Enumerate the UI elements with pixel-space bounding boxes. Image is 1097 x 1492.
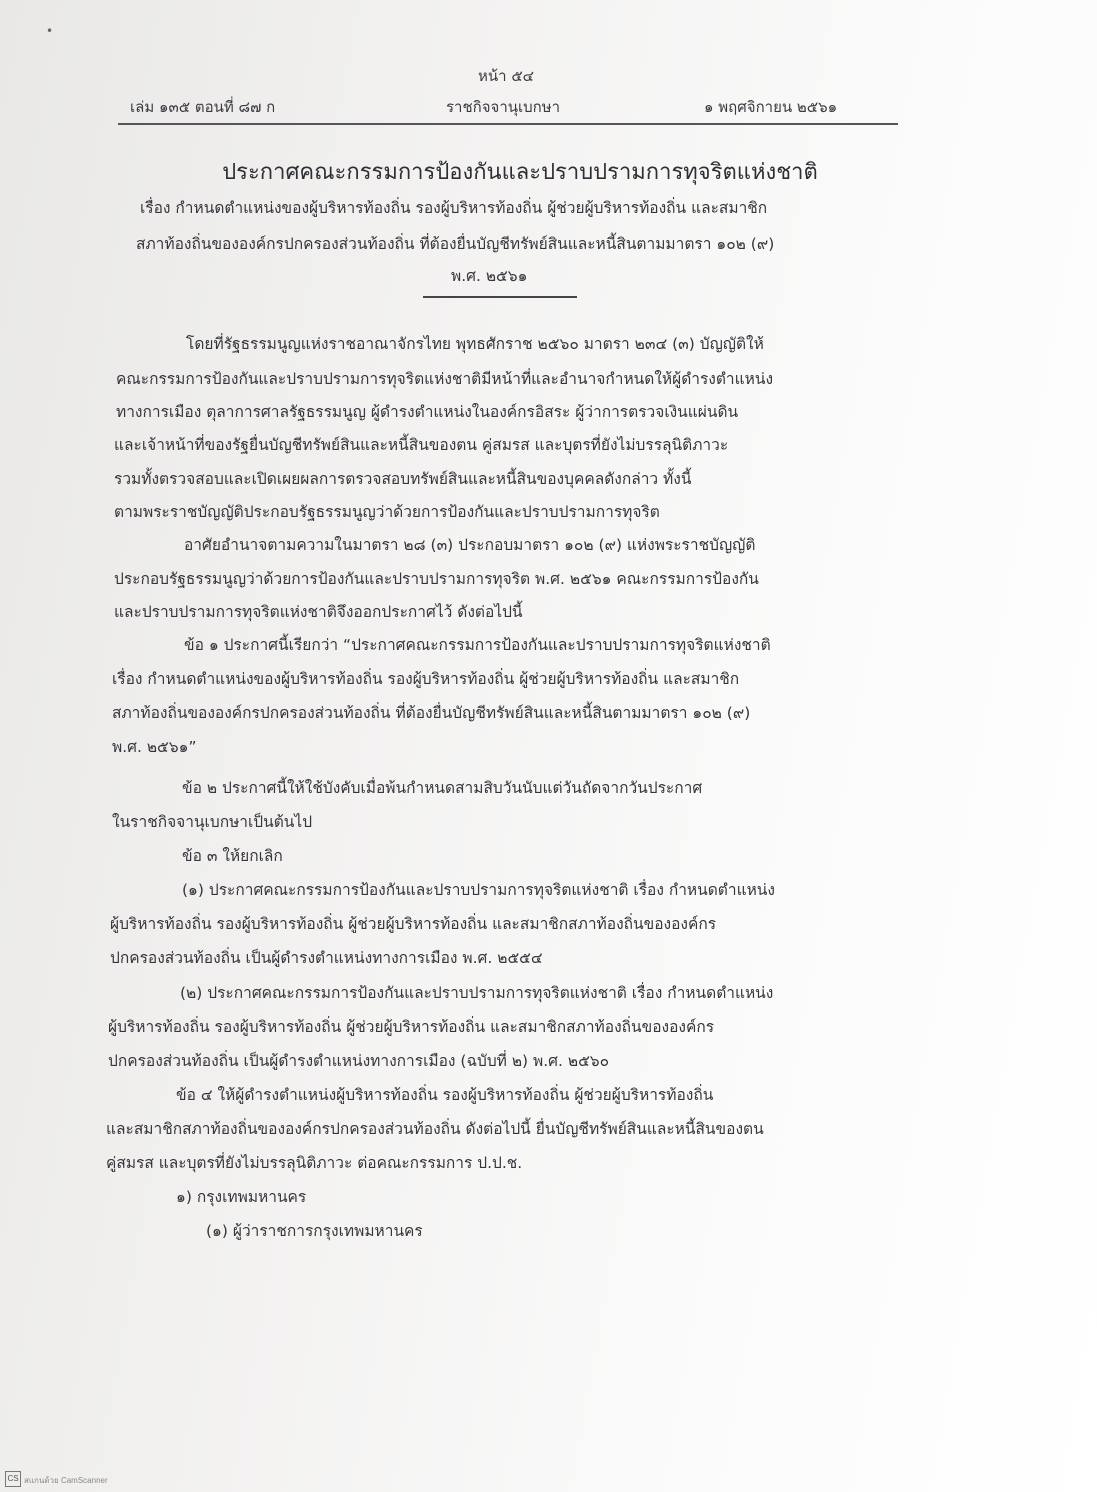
- clause-4: ข้อ ๔ ให้ผู้ดำรงตำแหน่งผู้บริหารท้องถิ่น รองผู้บริหารท้องถิ่น ผู้ช่วยผู้บริหารท้องถิ่น: [176, 1086, 714, 1104]
- body-line: ปกครองส่วนท้องถิ่น เป็นผู้ดำรงตำแหน่งทางการเมือง (ฉบับที่ ๒) พ.ศ. ๒๕๖๐: [108, 1052, 610, 1070]
- body-line: ปกครองส่วนท้องถิ่น เป็นผู้ดำรงตำแหน่งทางการเมือง พ.ศ. ๒๕๕๔: [110, 949, 543, 967]
- body-line: อาศัยอำนาจตามความในมาตรา ๒๘ (๓) ประกอบมาตรา ๑๐๒ (๙) แห่งพระราชบัญญัติ: [184, 536, 756, 554]
- body-line: และปราบปรามการทุจริตแห่งชาติจึงออกประกาศไว้ ดังต่อไปนี้: [114, 603, 523, 621]
- body-line: ผู้บริหารท้องถิ่น รองผู้บริหารท้องถิ่น ผู้ช่วยผู้บริหารท้องถิ่น และสมาชิกสภาท้องถิ่นขององค์กร: [110, 915, 717, 933]
- body-line: โดยที่รัฐธรรมนูญแห่งราชอาณาจักรไทย พุทธศักราช ๒๕๖๐ มาตรา ๒๓๔ (๓) บัญญัติให้: [186, 335, 764, 353]
- scan-speck: •: [46, 24, 54, 38]
- body-line: รวมทั้งตรวจสอบและเปิดเผยผลการตรวจสอบทรัพย์สินและหนี้สินของบุคคลดังกล่าว ทั้งนี้: [114, 470, 692, 488]
- clause-3: ข้อ ๓ ให้ยกเลิก: [182, 847, 283, 865]
- title-divider: [423, 296, 577, 298]
- list-sub-item: (๑) ผู้ว่าราชการกรุงเทพมหานคร: [206, 1222, 423, 1240]
- page-number: หน้า ๕๔: [478, 67, 535, 85]
- clause-2: ข้อ ๒ ประกาศนี้ให้ใช้บังคับเมื่อพ้นกำหนดสามสิบวันนับแต่วันถัดจากวันประกาศ: [182, 779, 703, 797]
- body-line: ทางการเมือง ตุลาการศาลรัฐธรรมนูญ ผู้ดำรงตำแหน่งในองค์กรอิสระ ผู้ว่าการตรวจเงินแผ่นดิน: [116, 403, 739, 421]
- body-line: คณะกรรมการป้องกันและปราบปรามการทุจริตแห่งชาติมีหน้าที่และอำนาจกำหนดให้ผู้ดำรงตำแหน่ง: [116, 370, 774, 388]
- header-rule: [118, 123, 898, 125]
- body-line: และเจ้าหน้าที่ของรัฐยื่นบัญชีทรัพย์สินและหนี้สินของตน คู่สมรส และบุตรที่ยังไม่บรรลุนิติภาวะ: [114, 436, 729, 454]
- announcement-title: ประกาศคณะกรรมการป้องกันและปราบปรามการทุจริตแห่งชาติ: [222, 160, 818, 185]
- sub-item: (๑) ประกาศคณะกรรมการป้องกันและปราบปรามการทุจริตแห่งชาติ เรื่อง กำหนดตำแหน่ง: [182, 881, 775, 899]
- body-line: คู่สมรส และบุตรที่ยังไม่บรรลุนิติภาวะ ต่อคณะกรรมการ ป.ป.ช.: [106, 1154, 523, 1172]
- body-line: ในราชกิจจานุเบกษาเป็นต้นไป: [112, 813, 313, 831]
- gazette-name: ราชกิจจานุเบกษา: [446, 98, 561, 116]
- sub-item: (๒) ประกาศคณะกรรมการป้องกันและปราบปรามการทุจริตแห่งชาติ เรื่อง กำหนดตำแหน่ง: [180, 984, 774, 1002]
- subject-year: พ.ศ. ๒๕๖๑: [451, 267, 528, 285]
- body-line: ผู้บริหารท้องถิ่น รองผู้บริหารท้องถิ่น ผู้ช่วยผู้บริหารท้องถิ่น และสมาชิกสภาท้องถิ่นขององค์กร: [108, 1018, 715, 1036]
- scanner-watermark: สแกนด้วย CamScanner: [24, 1476, 108, 1485]
- clause-1: ข้อ ๑ ประกาศนี้เรียกว่า “ประกาศคณะกรรมการป้องกันและปราบปรามการทุจริตแห่งชาติ: [184, 636, 771, 654]
- list-item: ๑) กรุงเทพมหานคร: [176, 1188, 307, 1206]
- subject-line: สภาท้องถิ่นขององค์กรปกครองส่วนท้องถิ่น ที่ต้องยื่นบัญชีทรัพย์สินและหนี้สินตามมาตรา ๑๐๒ (๙): [136, 235, 775, 253]
- body-line: และสมาชิกสภาท้องถิ่นขององค์กรปกครองส่วนท้องถิ่น ดังต่อไปนี้ ยื่นบัญชีทรัพย์สินและหนี้สินของตน: [106, 1120, 764, 1138]
- body-line: พ.ศ. ๒๕๖๑”: [112, 738, 197, 756]
- subject-line: เรื่อง กำหนดตำแหน่งของผู้บริหารท้องถิ่น รองผู้บริหารท้องถิ่น ผู้ช่วยผู้บริหารท้องถิ่น และสมาชิก: [140, 199, 768, 217]
- camscanner-logo: CS: [5, 1471, 21, 1487]
- body-line: ประกอบรัฐธรรมนูญว่าด้วยการป้องกันและปราบปรามการทุจริต พ.ศ. ๒๕๖๑ คณะกรรมการป้องกัน: [114, 570, 759, 588]
- gazette-date: ๑ พฤศจิกายน ๒๕๖๑: [704, 98, 838, 116]
- gazette-volume: เล่ม ๑๓๕ ตอนที่ ๘๗ ก: [130, 98, 276, 116]
- body-line: เรื่อง กำหนดตำแหน่งของผู้บริหารท้องถิ่น รองผู้บริหารท้องถิ่น ผู้ช่วยผู้บริหารท้องถิ่น และสมาชิก: [112, 670, 740, 688]
- body-line: สภาท้องถิ่นขององค์กรปกครองส่วนท้องถิ่น ที่ต้องยื่นบัญชีทรัพย์สินและหนี้สินตามมาตรา ๑๐๒ (๙): [112, 704, 751, 722]
- body-line: ตามพระราชบัญญัติประกอบรัฐธรรมนูญว่าด้วยการป้องกันและปราบปรามการทุจริต: [114, 503, 660, 521]
